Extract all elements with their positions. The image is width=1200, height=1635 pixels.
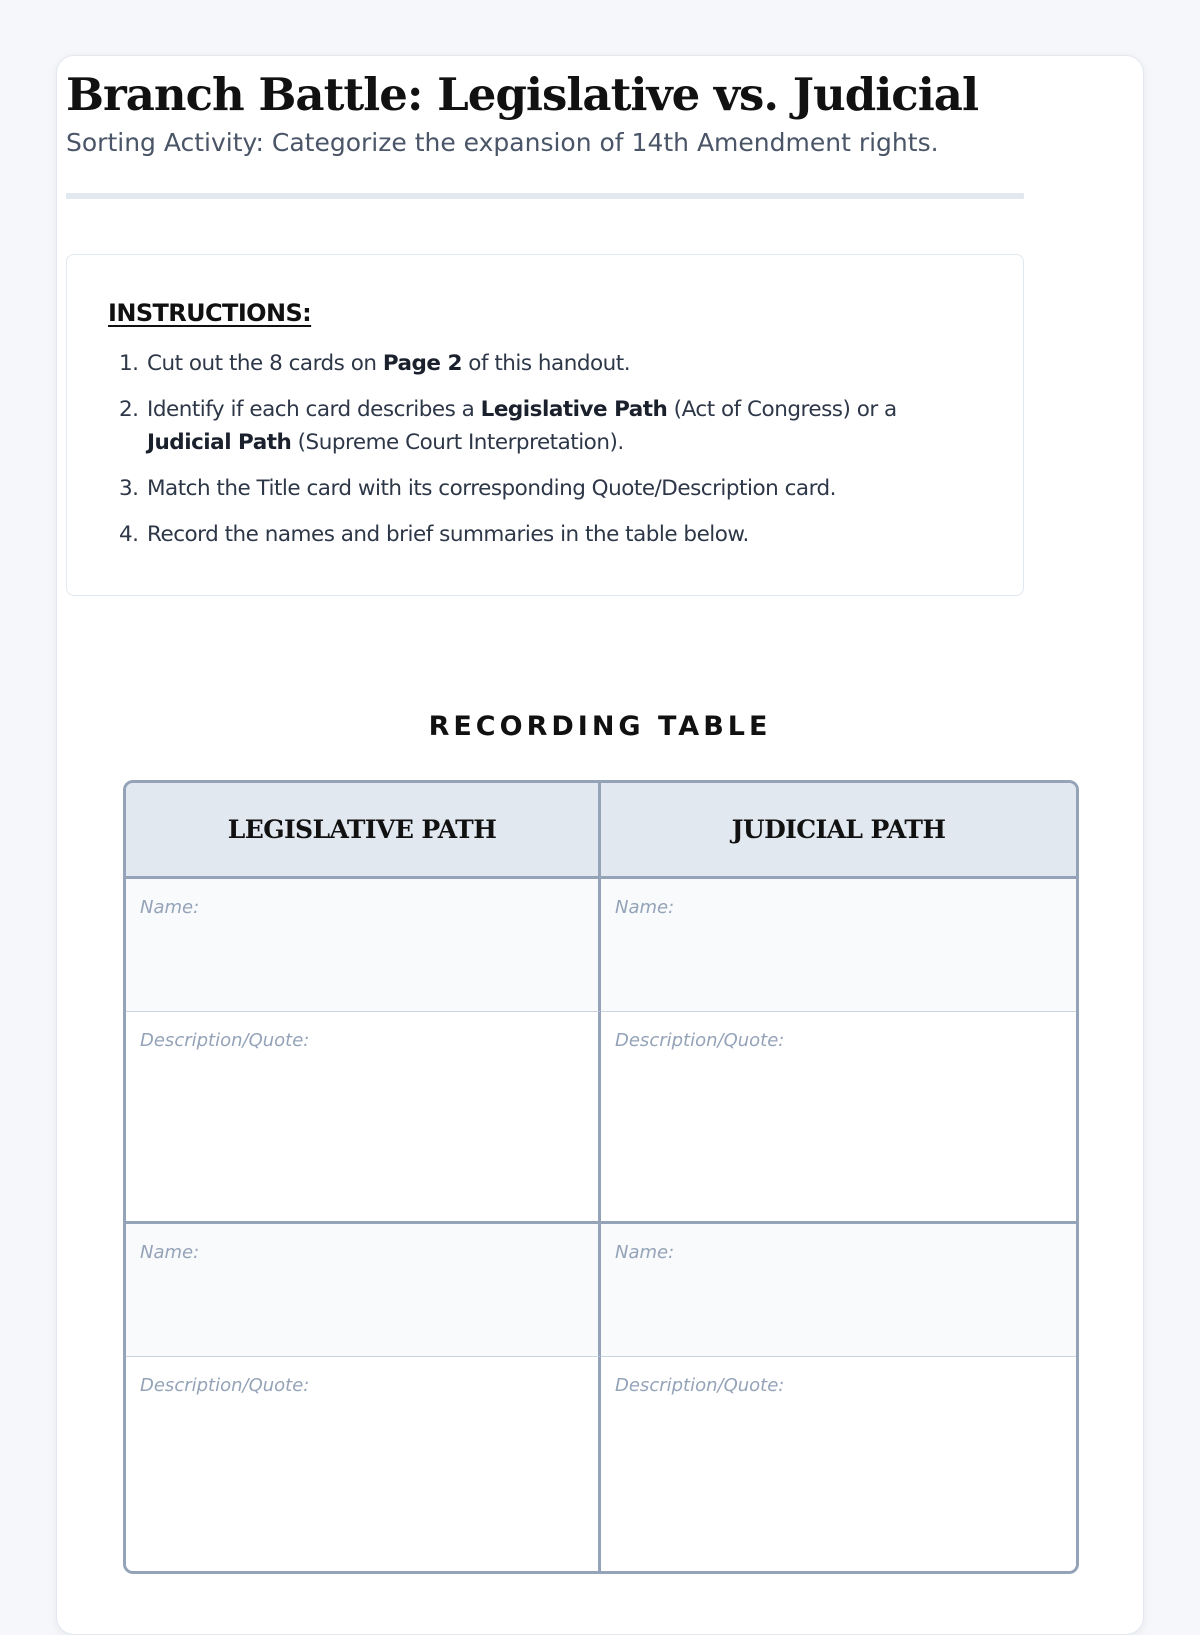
step-text: (Supreme Court Interpretation). [291,430,624,455]
step-number: 3. [119,476,139,501]
name-label: Name: [615,1242,675,1263]
step-text: (Act of Congress) or a [667,397,897,422]
name-label: Name: [615,897,675,918]
judicial-description-cell-2[interactable] [601,1357,1076,1571]
header-divider [66,193,1024,199]
page-title: Branch Battle: Legislative vs. Judicial [66,68,979,121]
legislative-description-cell-2[interactable] [126,1357,601,1571]
description-label: Description/Quote: [140,1030,310,1051]
instructions-list [119,347,977,564]
step-text: Record the names and brief summaries in the table below. [147,522,749,547]
step-text: of this handout. [461,351,631,376]
legislative-name-cell-2[interactable] [126,1224,601,1357]
description-label: Description/Quote: [140,1375,310,1396]
instruction-step [119,347,977,380]
instruction-step [119,393,977,459]
step-text: Cut out the 8 cards on [147,351,383,376]
instruction-step [119,472,977,505]
instruction-step [119,518,977,551]
description-label: Description/Quote: [615,1375,785,1396]
step-text: Identify if each card describes a [147,397,481,422]
judicial-description-cell-1[interactable] [601,1012,1076,1224]
name-label: Name: [140,897,200,918]
recording-table-heading: RECORDING TABLE [428,711,772,742]
description-label: Description/Quote: [615,1030,785,1051]
step-emphasis: Legislative Path [480,397,668,422]
instructions-heading: INSTRUCTIONS: [108,299,312,327]
step-emphasis: Page 2 [382,351,462,376]
step-emphasis: Judicial Path [147,430,292,455]
step-text: Match the Title card with its corresponding Quote/Description card. [147,476,837,501]
name-label: Name: [140,1242,200,1263]
legislative-description-cell-1[interactable] [126,1012,601,1224]
judicial-name-cell-1[interactable] [601,879,1076,1012]
recording-table [123,780,1079,1574]
legislative-name-cell-1[interactable] [126,879,601,1012]
judicial-name-cell-2[interactable] [601,1224,1076,1357]
judicial-path-header: JUDICIAL PATH [601,783,1076,879]
instructions-box [66,254,1024,596]
page-subtitle: Sorting Activity: Categorize the expansion of 14th Amendment rights. [66,128,939,157]
legislative-path-header: LEGISLATIVE PATH [126,783,601,879]
step-number: 4. [119,522,139,547]
step-number: 1. [119,351,139,376]
step-number: 2. [119,397,139,422]
